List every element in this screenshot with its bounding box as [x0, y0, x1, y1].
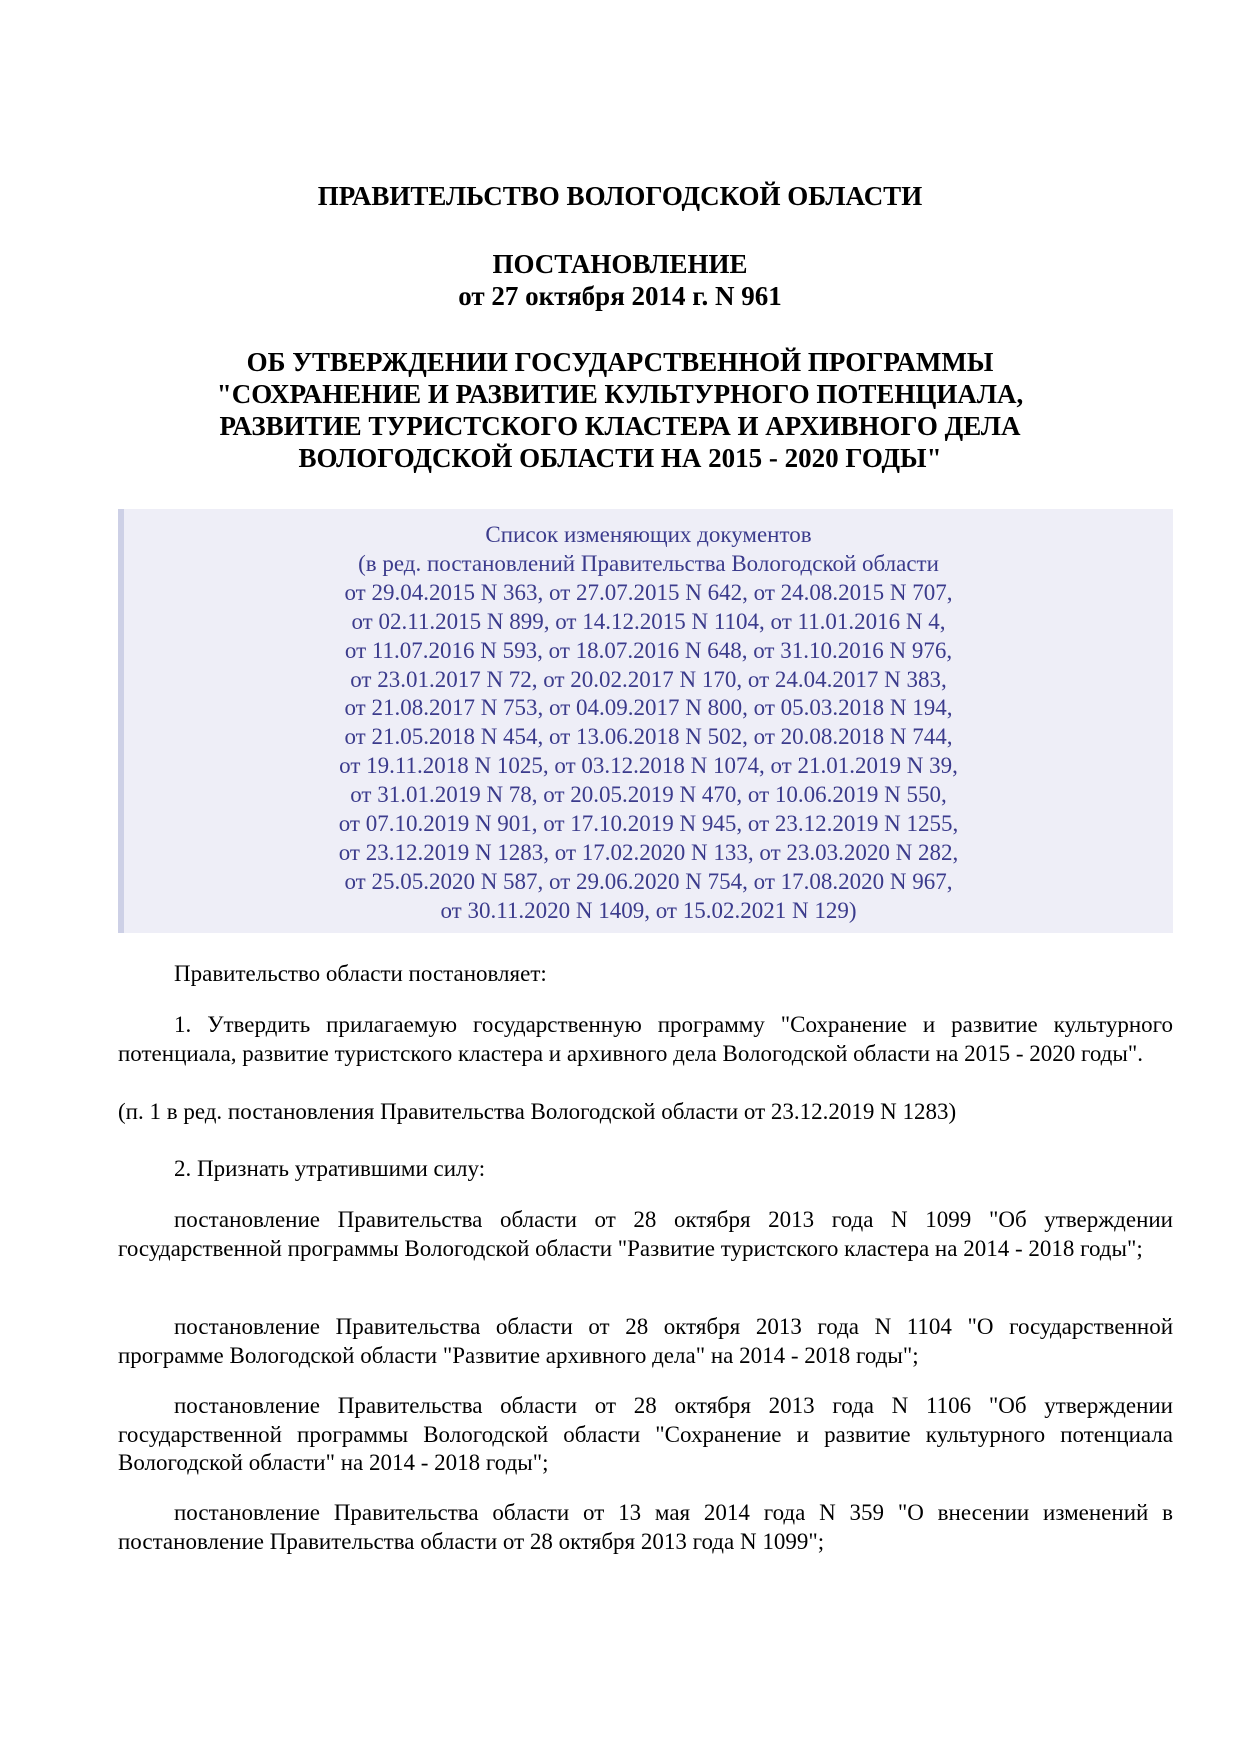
amendments-list: [124, 521, 1173, 926]
document-type: ПОСТАНОВЛЕНИЕ: [492, 249, 748, 279]
government-name: ПРАВИТЕЛЬСТВО ВОЛОГОДСКОЙ ОБЛАСТИ: [317, 181, 923, 211]
document-date-number: от 27 октября 2014 г. N 961: [458, 281, 782, 311]
subject-line: ВОЛОГОДСКОЙ ОБЛАСТИ НА 2015 - 2020 ГОДЫ": [298, 443, 942, 473]
amendments-line: от 07.10.2019 N 901, от 17.10.2019 N 945, от 23.12.2019 N 1255,: [338, 811, 959, 837]
amendments-line: от 21.08.2017 N 753, от 04.09.2017 N 800, от 05.03.2018 N 194,: [344, 695, 953, 721]
amendments-line: от 30.11.2020 N 1409, от 15.02.2021 N 129): [440, 897, 857, 923]
amendments-line: от 25.05.2020 N 587, от 29.06.2020 N 754, от 17.08.2020 N 967,: [344, 868, 953, 894]
amendments-line: от 29.04.2015 N 363, от 27.07.2015 N 642, от 24.08.2015 N 707,: [344, 579, 953, 605]
amendments-line: от 23.12.2019 N 1283, от 17.02.2020 N 133, от 23.03.2020 N 282,: [338, 839, 959, 865]
resolution-intro: Правительство области постановляет:: [174, 961, 547, 986]
document-subject: [0, 346, 1240, 474]
superseded-item: постановление Правительства области от 28 октября 2013 года N 1106 "Об утверждении государственной программы Вологодской области "Сохранение и развитие культурного потенциала Вологодской области" на 2014 - 2018 годы";: [118, 1393, 1173, 1475]
document-heading: [0, 248, 1240, 312]
superseded-item: постановление Правительства области от 28 октября 2013 года N 1104 "О государственной программе Вологодской области "Развитие архивного дела" на 2014 - 2018 годы";: [118, 1314, 1173, 1368]
clause-1-note: (п. 1 в ред. постановления Правительства Вологодской области от 23.12.2019 N 1283): [118, 1099, 957, 1124]
amendments-line: от 31.01.2019 N 78, от 20.05.2019 N 470, от 10.06.2019 N 550,: [350, 782, 947, 808]
subject-line: "СОХРАНЕНИЕ И РАЗВИТИЕ КУЛЬТУРНОГО ПОТЕНЦИАЛА,: [216, 379, 1024, 409]
clause-1: 1. Утвердить прилагаемую государственную программу "Сохранение и развитие культурного потенциала, развитие туристского кластера и архивного дела Вологодской области на 2015 - 2020 годы".: [118, 1012, 1173, 1066]
amendments-title: Список изменяющих документов: [485, 522, 812, 547]
amendments-line: (в ред. постановлений Правительства Вологодской области: [358, 550, 939, 576]
amendments-box: [118, 509, 1173, 933]
amendments-line: от 02.11.2015 N 899, от 14.12.2015 N 1104, от 11.01.2016 N 4,: [351, 608, 946, 634]
amendments-line: от 19.11.2018 N 1025, от 03.12.2018 N 1074, от 21.01.2019 N 39,: [339, 753, 958, 779]
amendments-line: от 11.07.2016 N 593, от 18.07.2016 N 648, от 31.10.2016 N 976,: [344, 637, 953, 663]
superseded-item: постановление Правительства области от 28 октября 2013 года N 1099 "Об утверждении государственной программы Вологодской области "Развитие туристского кластера на 2014 - 2018 годы";: [118, 1207, 1173, 1261]
amendments-line: от 21.05.2018 N 454, от 13.06.2018 N 502, от 20.08.2018 N 744,: [344, 724, 953, 750]
subject-line: ОБ УТВЕРЖДЕНИИ ГОСУДАРСТВЕННОЙ ПРОГРАММЫ: [246, 347, 994, 377]
clause-2: 2. Признать утратившими силу:: [174, 1156, 486, 1181]
subject-line: РАЗВИТИЕ ТУРИСТСКОГО КЛАСТЕРА И АРХИВНОГО ДЕЛА: [219, 411, 1021, 441]
amendments-line: от 23.01.2017 N 72, от 20.02.2017 N 170, от 24.04.2017 N 383,: [350, 666, 947, 692]
superseded-item: постановление Правительства области от 13 мая 2014 года N 359 "О внесении изменений в постановление Правительства области от 28 октября 2013 года N 1099";: [118, 1500, 1173, 1554]
